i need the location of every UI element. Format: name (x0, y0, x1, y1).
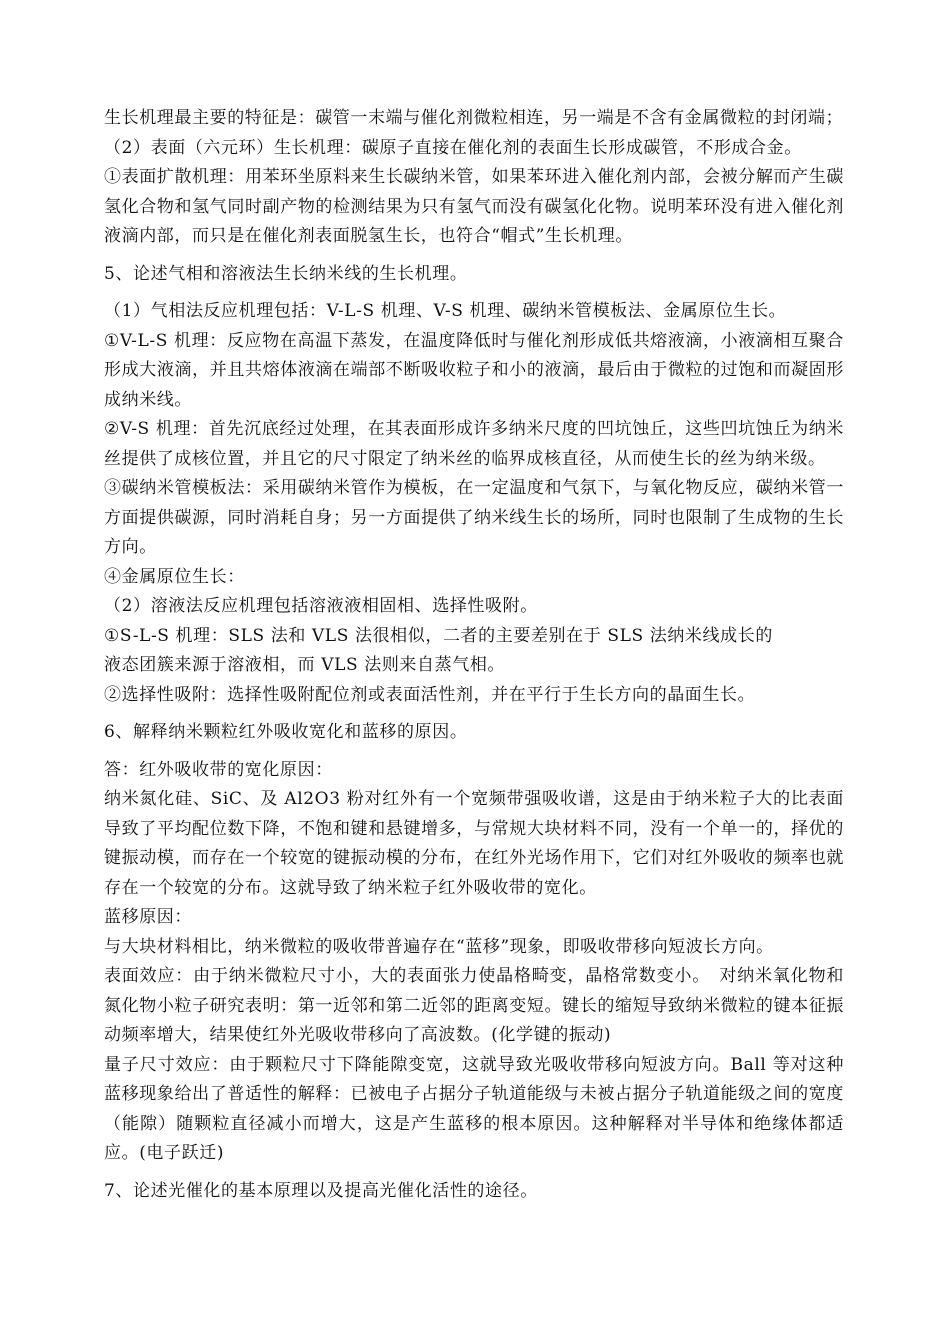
paragraph-growth-feature: 生长机理最主要的特征是：碳管一末端与催化剂微粒相连，另一端是不含有金属微粒的封闭端； (104, 108, 844, 128)
paragraph-blueshift-intro: 与大块材料相比，纳米微粒的吸收带普遍存在“蓝移”现象，即吸收带移向短波长方向。 (104, 936, 774, 957)
spacer (104, 252, 844, 260)
paragraph-solution-mechanisms: （2）溶液法反应机理包括溶液液相固相、选择性吸附。 (104, 596, 538, 616)
paragraph-metal-in-situ: ④金属原位生长： (104, 566, 245, 587)
paragraph-surface-diffusion: ①表面扩散机理：用苯环坐原料来生长碳纳米管，如果苯环进入催化剂内部，会被分解而产生碳氢化合物和氢气同时副产物的检测结果为只有氢气而没有碳氢化化物。说明苯环没有进入催化剂液滴内部，而只是在催化剂表面脱氢生长，也符合“帽式”生长机理。 (104, 167, 844, 246)
paragraph-broadening-reason: 纳米氮化硅、SiC、及 Al2O3 粉对红外有一个宽频带强吸收谱，这是由于纳米粒子大的比表面导致了平均配位数下降，不饱和键和悬键增多，与常规大块材料不同，没有一个单一的，择优的键振动模，而存在一个较宽的键振动模的分布，在红外光场作用下，它们对红外吸收的频率也就存在一个较宽的分布。这就导致了纳米粒子红外吸收带的宽化。 (104, 789, 844, 898)
spacer (104, 748, 844, 756)
paragraph-quantum-size-effect: 量子尺寸效应：由于颗粒尺寸下降能隙变宽，这就导致光吸收带移向短波方向。Ball 等对这种蓝移现象给出了普适性的解释：已被电子占据分子轨道能级与未被占据分子轨道能级之间的宽度（能隙）随颗粒直径减小而增大，这是产生蓝移的根本原因。这种解释对半导体和绝缘体都适应。(电子跃迁) (104, 1054, 844, 1163)
question-5-heading: 5、论述气相和溶液法生长纳米线的生长机理。 (104, 263, 468, 284)
spacer (104, 289, 844, 297)
question-7-heading: 7、论述光催化的基本原理以及提高光催化活性的途径。 (104, 1180, 538, 1201)
paragraph-vs-mechanism: ②V-S 机理：首先沉底经过处理，在其表面形成许多纳米尺度的凹坑蚀丘，这些凹坑蚀丘为纳米丝提供了成核位置，并且它的尺寸限定了纳米丝的临界成核直径，从而使生长的丝为纳米级。 (104, 419, 844, 469)
paragraph-sls-mechanism-1: ①S-L-S 机理：SLS 法和 VLS 法很相似，二者的主要差别在于 SLS 法纳米线成长的 (104, 625, 773, 646)
answer-broadening-title: 答：红外吸收带的宽化原因： (104, 759, 333, 780)
spacer (104, 1169, 844, 1177)
paragraph-surface-growth: （2）表面（六元环）生长机理：碳原子直接在催化剂的表面生长形成碳管，不形成合金。 (104, 137, 802, 158)
paragraph-selective-adsorption: ②选择性吸附：选择性吸附配位剂或表面活性剂，并在平行于生长方向的晶面生长。 (104, 684, 756, 705)
question-6-heading: 6、解释纳米颗粒红外吸收宽化和蓝移的原因。 (104, 722, 468, 742)
document-body (104, 104, 844, 1206)
spacer (104, 710, 844, 718)
paragraph-vapor-mechanisms: （1）气相法反应机理包括：V-L-S 机理、V-S 机理、碳纳米管模板法、金属原位生长。 (104, 301, 787, 321)
paragraph-vls-mechanism: ①V-L-S 机理：反应物在高温下蒸发，在温度降低时与催化剂形成低共熔液滴，小液滴相互聚合形成大液滴，并且共熔体液滴在端部不断吸收粒子和小的液滴，最后由于微粒的过饱和而凝固形成纳米线。 (104, 330, 844, 410)
paragraph-surface-effect: 表面效应：由于纳米微粒尺寸小，大的表面张力使晶格畸变，晶格常数变小。 对纳米氧化物和氮化物小粒子研究表明：第一近邻和第二近邻的距离变短。键长的缩短导致纳米微粒的键本征振动频率增大，结果使红外光吸收带移向了高波数。(化学键的振动) (104, 966, 844, 1045)
answer-blueshift-title: 蓝移原因： (104, 907, 192, 927)
paragraph-sls-mechanism-2: 液态团簇来源于溶液相，而 VLS 法则来自蒸气相。 (104, 655, 506, 675)
paragraph-cnt-template: ③碳纳米管模板法：采用碳纳米管作为模板，在一定温度和气氛下，与氧化物反应，碳纳米管一方面提供碳源，同时消耗自身；另一方面提供了纳米线生长的场所，同时也限制了生成物的生长方向。 (104, 478, 844, 557)
